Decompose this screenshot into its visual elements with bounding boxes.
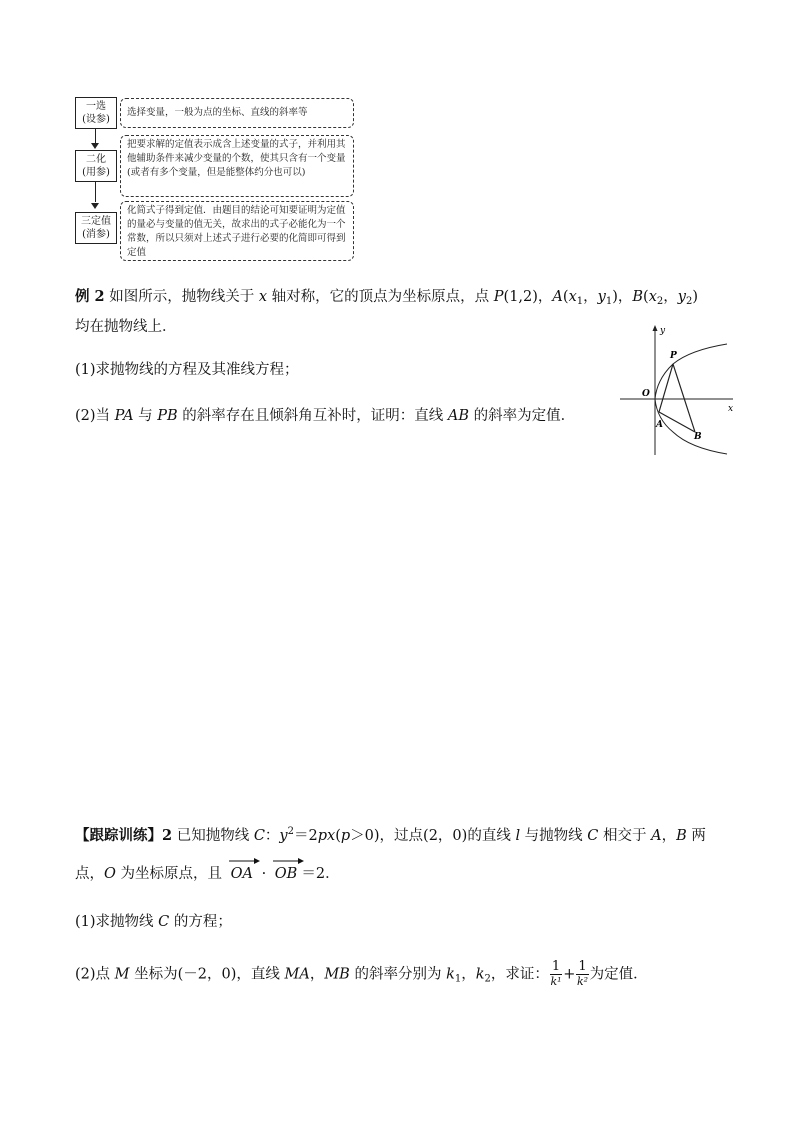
training-line2: 点，O 为坐标原点，且 OA · OB ＝2． — [75, 862, 340, 886]
step-box-2 — [75, 150, 117, 182]
example2-line2: 均在抛物线上． — [75, 319, 177, 335]
connector-line — [95, 182, 96, 202]
vector-OA: OA — [227, 862, 257, 886]
x-axis-label: x — [728, 404, 734, 414]
y-axis-label: y — [660, 326, 666, 336]
origin-label: O — [642, 389, 650, 399]
step-subtitle: (用参) — [82, 167, 110, 178]
fraction-2: $\frac{1}{\text{k²}}$ — [576, 959, 589, 988]
step-desc-2: 把要求解的定值表示成含上述变量的式子，并利用其他辅助条件来减少变量的个数，使其只含有一个变量(或者有多个变量，但是能整体约分也可以) — [120, 135, 354, 197]
step-desc-1: 选择变量，一般为点的坐标、直线的斜率等 — [120, 98, 354, 128]
vector-arrow-icon — [227, 857, 261, 865]
step-box-3 — [75, 212, 117, 244]
step-title: 一选 — [86, 101, 106, 112]
training-line1: 【跟踪训练】2 已知抛物线 C：$y^2=2px(p>0)$，过点(2，0)的直线 l 与抛物线 C 相交于 A，B 两 — [75, 826, 706, 844]
step-box-1 — [75, 97, 117, 129]
vector-OB: OB — [271, 862, 302, 886]
step-title: 二化 — [86, 154, 106, 165]
example2-q2: (2)当 PA 与 PB 的斜率存在且倾斜角互补时，证明：直线 AB 的斜率为定值． — [75, 408, 576, 424]
point-B-label: B — [694, 432, 702, 442]
arrow-down-icon — [91, 143, 99, 149]
example-label: 例 2 — [75, 288, 105, 305]
arrow-down-icon — [91, 203, 99, 209]
example2-line1: 例 2 如图所示，抛物线关于 x 轴对称，它的顶点为坐标原点，点 P(1,2)，$A(x_1$，$y_1$)，$B(x_2$，$y_2$) — [75, 288, 699, 307]
vector-arrow-icon — [271, 857, 305, 865]
step-desc-3: 化简式子得到定值．由题目的结论可知要证明为定值的量必与变量的值无关，故求出的式子必能化为一个常数，所以只须对上述式子进行必要的化简即可得到定值 — [120, 201, 354, 261]
y-axis-arrow-icon — [653, 325, 658, 331]
fraction-1: $\frac{1}{\text{k¹}}$ — [550, 959, 562, 988]
step-subtitle: (设参) — [82, 114, 110, 125]
point-A-label: A — [656, 420, 663, 430]
step-title: 三定值 — [81, 216, 111, 227]
example2-q1: (1)求抛物线的方程及其准线方程； — [75, 362, 299, 378]
step-subtitle: (消参) — [82, 229, 110, 240]
training-q2: (2)点 M 坐标为(－2，0)，直线 MA，MB 的斜率分别为 $k_1$，$k_2$，求证： $\frac{1}{\text{k¹}}$ + $\frac{1}{\text{k²}}$ 为定值． — [75, 959, 648, 988]
training-q1: (1)求抛物线 C 的方程； — [75, 914, 232, 930]
point-P-label: P — [670, 351, 677, 361]
parabola-figure — [615, 322, 745, 457]
training-label: 【跟踪训练】2 — [75, 827, 173, 844]
